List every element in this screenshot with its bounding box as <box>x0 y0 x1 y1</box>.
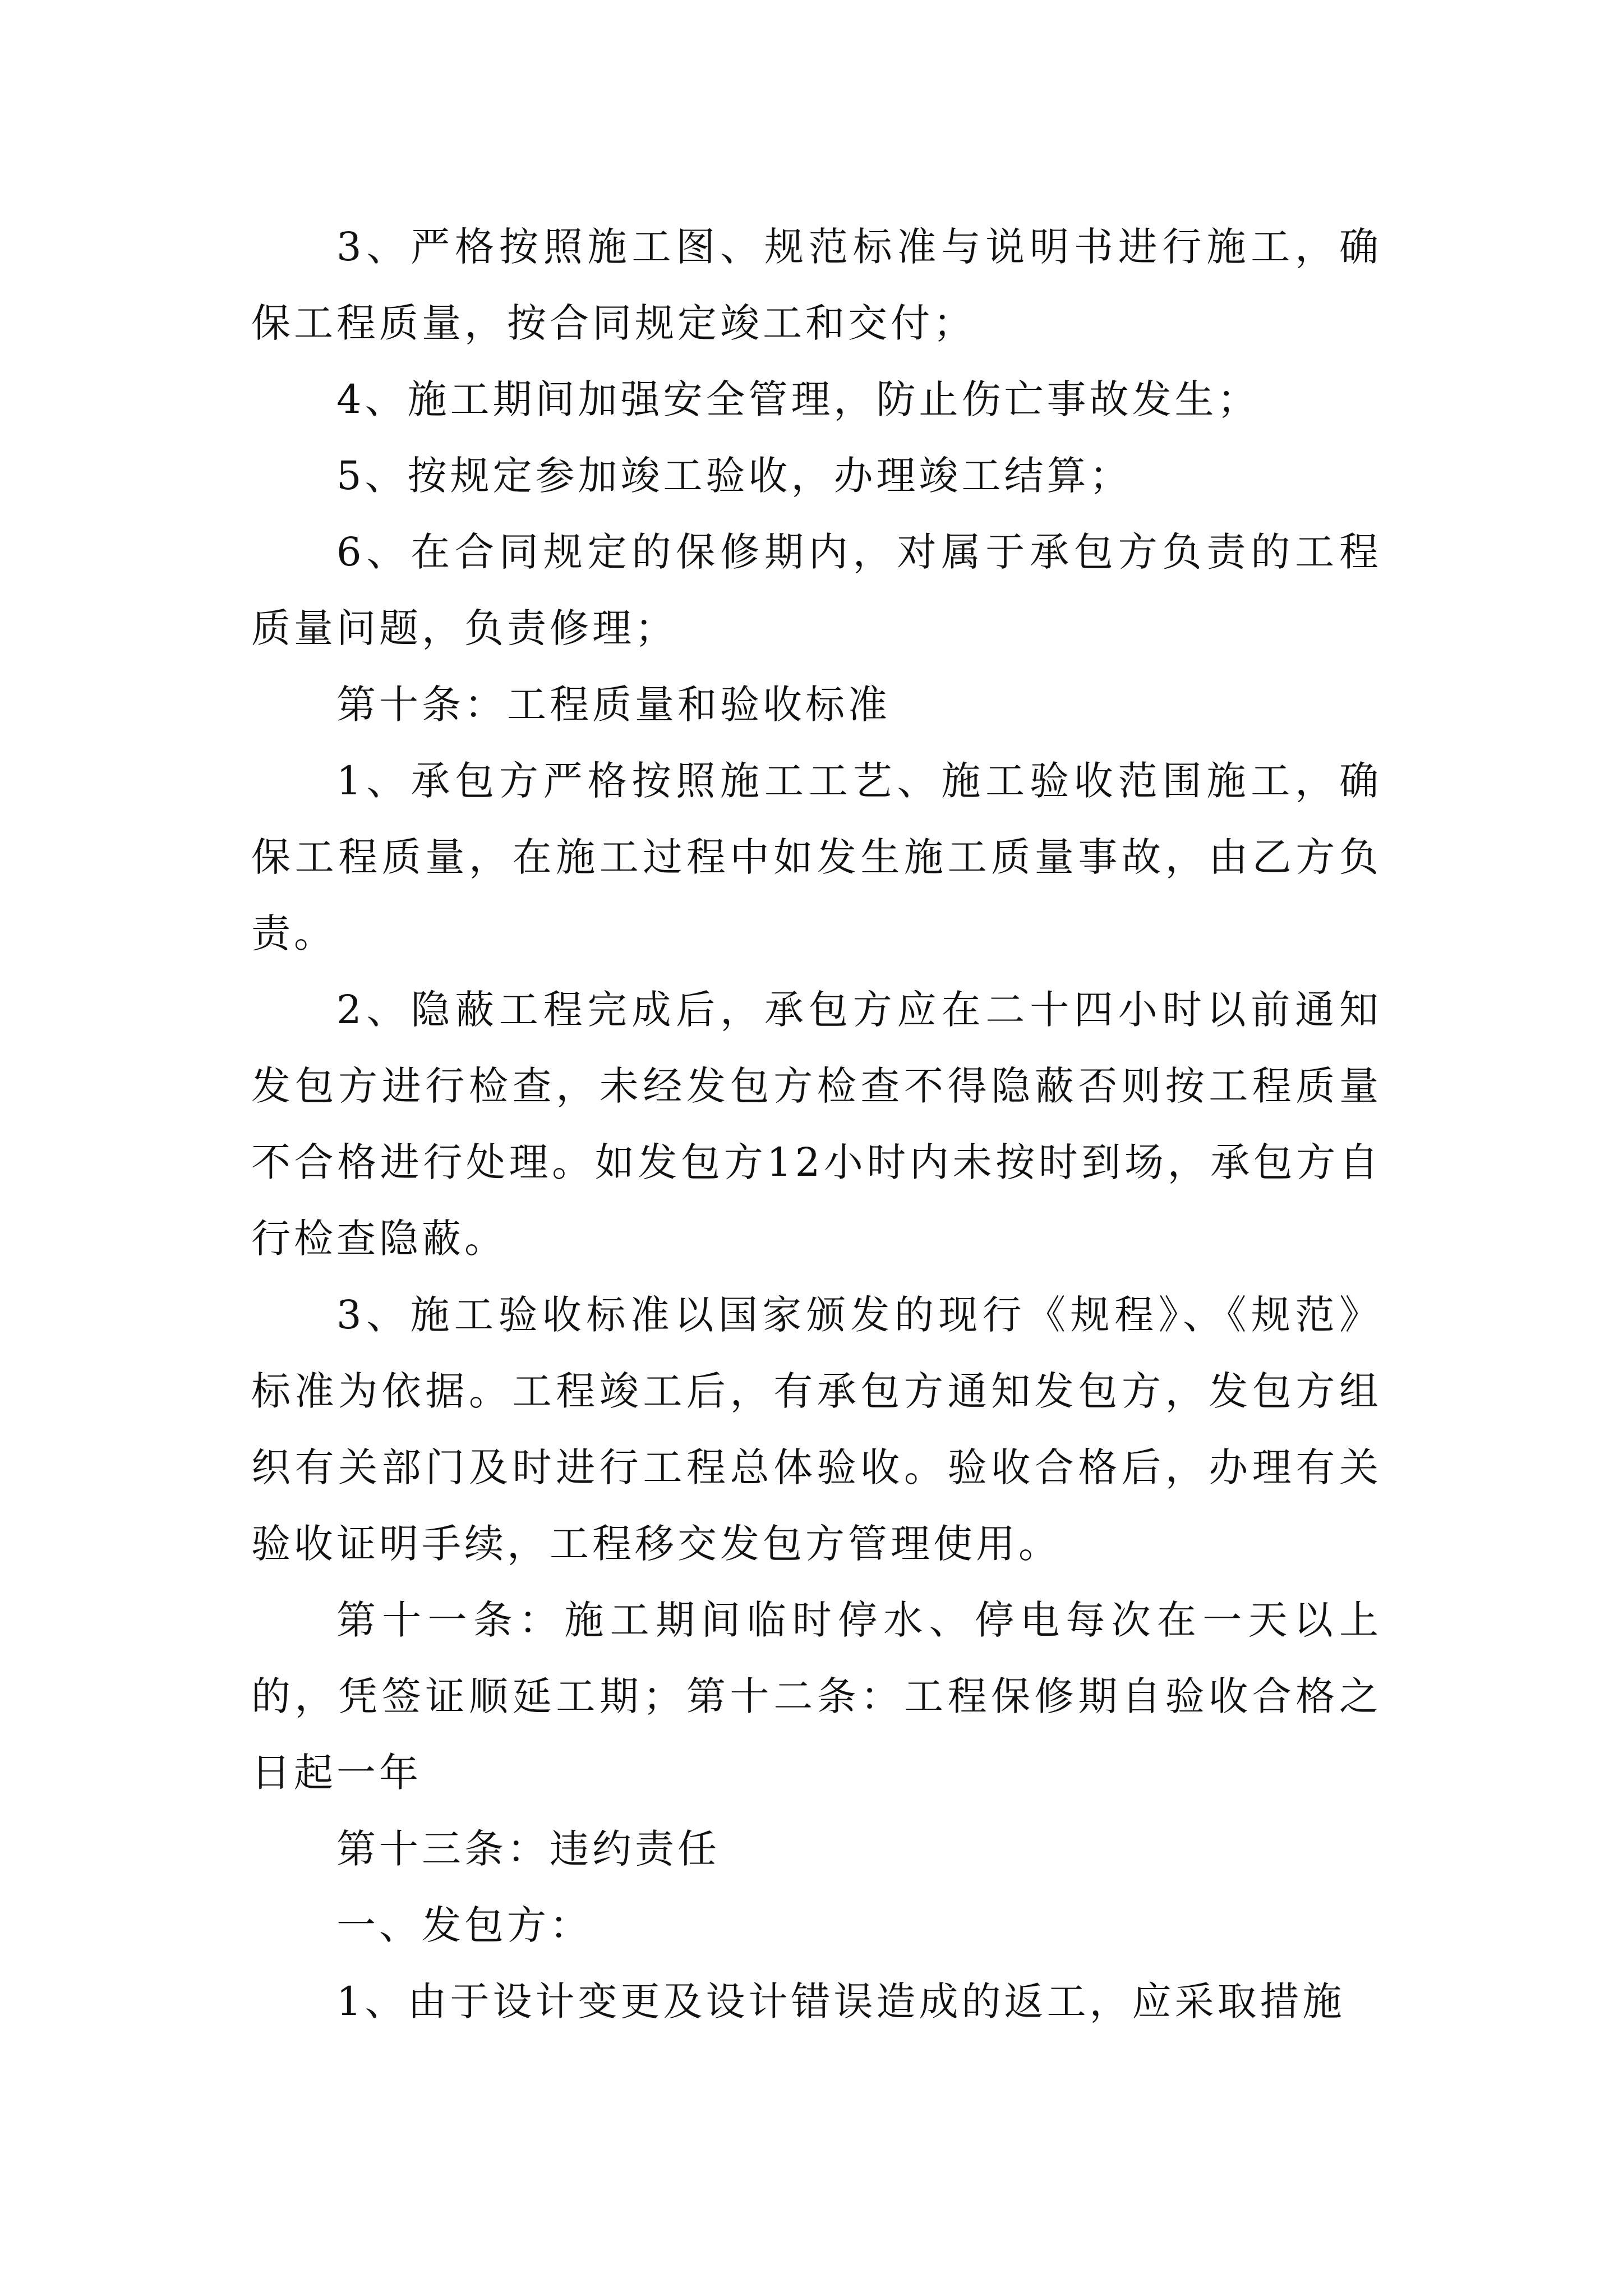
section-heading: 第十条：工程质量和验收标准 <box>336 682 891 728</box>
paragraph: 第十一条：施工期间临时停水、停电每次在一天以上的，凭签证顺延工期；第十二条：工程保修期自验收合格之日起一年 <box>251 1597 1382 1796</box>
paragraph: 5、按规定参加竣工验收，办理竣工结算； <box>336 453 1132 499</box>
paragraph: 2、隐蔽工程完成后，承包方应在二十四小时以前通知发包方进行检查，未经发包方检查不得隐蔽否则按工程质量不合格进行处理。如发包方12小时内未按时到场，承包方自行检查隐蔽。 <box>251 987 1382 1262</box>
document-body <box>251 209 1382 2040</box>
paragraph: 3、严格按照施工图、规范标准与说明书进行施工，确保工程质量，按合同规定竣工和交付； <box>251 224 1382 346</box>
paragraph: 1、由于设计变更及设计错误造成的返工，应采取措施 <box>336 1978 1345 2024</box>
paragraph: 1、承包方严格按照施工工艺、施工验收范围施工，确保工程质量，在施工过程中如发生施工质量事故，由乙方负责。 <box>251 758 1382 956</box>
paragraph: 一、发包方： <box>336 1902 592 1948</box>
paragraph: 6、在合同规定的保修期内，对属于承包方负责的工程质量问题，负责修理； <box>251 529 1382 651</box>
paragraph: 3、施工验收标准以国家颁发的现行《规程》、《规范》标准为依据。工程竣工后，有承包方通知发包方，发包方组织有关部门及时进行工程总体验收。验收合格后，办理有关验收证明手续，工程移交发包方管理使用。 <box>251 1292 1382 1567</box>
paragraph: 4、施工期间加强安全管理，防止伤亡事故发生； <box>336 376 1260 422</box>
section-heading: 第十三条：违约责任 <box>336 1826 720 1872</box>
